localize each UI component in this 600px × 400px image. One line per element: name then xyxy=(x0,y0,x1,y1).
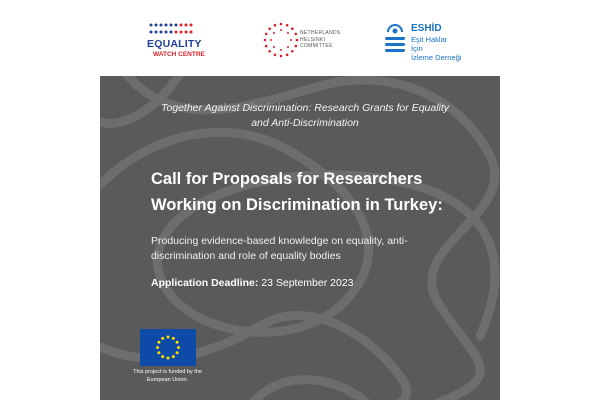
application-deadline xyxy=(151,277,354,289)
equality-watch-centre-logo xyxy=(147,22,207,62)
eshid-logo-name: ESHİD xyxy=(411,23,442,34)
eshid-emblem-icon xyxy=(383,22,407,58)
nhc-logo-text xyxy=(300,30,344,50)
announcement-panel xyxy=(100,76,500,400)
call-description: Producing evidence-based knowledge on equality, anti-discrimination and role of equality bodies xyxy=(151,235,408,262)
eu-flag-icon xyxy=(140,329,196,366)
netherlands-helsinki-committee-logo xyxy=(262,21,342,59)
deadline-label: Application Deadline: xyxy=(151,277,259,289)
nhc-logo-line: HELSINKI xyxy=(300,36,326,43)
eshid-logo-line: İzleme Derneği xyxy=(411,53,462,62)
eshid-logo-line: Eşit Haklar xyxy=(411,35,448,44)
panel-subtitle: Together Against Discrimination: Research Grants for Equality and Anti-Discrimination xyxy=(160,102,450,129)
eshid-logo xyxy=(383,22,483,62)
partner-logos xyxy=(0,0,600,76)
eshid-logo-line: İçin xyxy=(411,44,423,53)
nhc-logo-line: COMMITTEE xyxy=(300,43,333,49)
deadline-value: 23 September 2023 xyxy=(258,277,354,289)
heading-line: Working on Discrimination in Turkey: xyxy=(151,196,443,214)
dot-grid-icon xyxy=(149,22,197,36)
nhc-logo-line: NETHERLANDS xyxy=(300,30,341,36)
equality-logo-subtitle: WATCH CENTRE xyxy=(153,51,205,58)
dot-ring-icon xyxy=(262,21,300,59)
heading-line: Call for Proposals for Researchers xyxy=(151,170,423,188)
call-for-proposals-heading xyxy=(151,166,471,218)
eu-funding-notice: This project is funded by the European Union. xyxy=(133,369,202,383)
equality-logo-title: EQUALITY xyxy=(147,38,202,50)
